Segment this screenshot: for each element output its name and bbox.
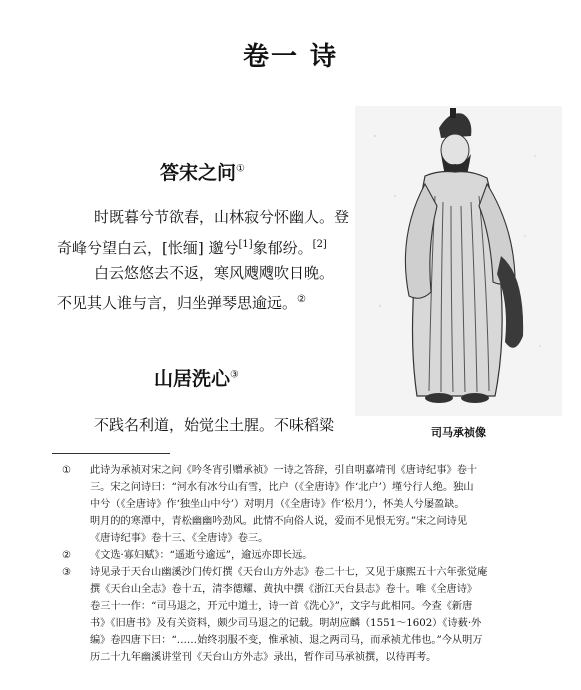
footnote-1 [62, 462, 552, 547]
footnote-2-line-1: 《文选·寡妇赋》：“遥逝兮逾远”，逾远亦即长远。 [90, 550, 313, 561]
poem1-line-1: 时既暮兮节欲春，山林寂兮怀幽人。登 [94, 208, 350, 226]
poem2-line-1: 不践名利道，始觉尘土腥。不味稻粱 [94, 416, 335, 434]
poem2-title-text: 山居洗心 [154, 368, 231, 390]
poem1-line-4 [57, 287, 306, 316]
footnote-1-line-5: 《唐诗纪事》卷十三、《全唐诗》卷三。 [90, 533, 269, 544]
poem1-line-2-note-2: [2] [312, 239, 327, 250]
footnote-3-line-2: 撰《天台山全志》卷十五，清李德耀、黄执中撰《浙江天台县志》卷十。唯《全唐诗》 [90, 584, 478, 595]
footnote-1-number: ① [62, 465, 72, 476]
footnote-3-number: ③ [62, 567, 72, 578]
footnote-2-number: ② [62, 550, 72, 561]
poem2-title [154, 364, 239, 391]
footnote-1-line-3: 中兮（《全唐诗》作‘独坐山中兮’）对明月（《全唐诗》作‘松月’），怀美人兮屡盈缺。 [90, 499, 465, 510]
chapter-title: 卷一 诗 [242, 42, 339, 72]
footnotes [62, 462, 552, 666]
footnote-1-line-2: 三。宋之问诗曰：“河水有冰兮山有雪，比户（《全唐诗》作‘北户’）墐兮行人绝。独山 [90, 482, 474, 493]
poem1-title-text: 答宋之问 [160, 162, 237, 184]
poem1-line-2-text: 奇峰兮望白云，[怅缅] 邈兮 [57, 239, 239, 257]
footnote-3-line-4: 书》《旧唐书》及有关资料，颇少司马退之的记载。明胡应麟（1551～1602）《诗薮·外 [90, 618, 482, 629]
footnote-3-line-5: 编》卷四唐下曰：“……始终羽服不变，惟承祯、退之两司马，而承祯尤伟也。”今从明万 [90, 635, 483, 646]
footnote-3-line-3: 卷三十一作：“司马退之，开元中道士，诗一首《洗心》”，文字与此相同。今查《新唐 [90, 601, 473, 612]
footnote-3 [62, 564, 552, 666]
poem1-line-4-note: ② [297, 294, 306, 305]
poem1-line-2-note-1: [1] [238, 239, 253, 250]
portrait-image [355, 106, 562, 416]
footnote-divider [52, 453, 170, 454]
poem1-title-footnote-mark: ① [236, 163, 245, 175]
poem2-title-footnote-mark: ③ [230, 369, 239, 381]
footnote-1-line-1: 此诗为承祯对宋之问《吟冬宵引赠承祯》一诗之答辞，引自明嘉靖刊《唐诗纪事》卷十 [90, 465, 478, 476]
footnote-3-line-1: 诗见录于天台山幽溪沙门传灯撰《天台山方外志》卷二十七，又见于康熙五十六年张觉庵 [90, 567, 488, 578]
poem1-line-4-text: 不见其人谁与言，归坐弹琴思逾远。 [57, 294, 298, 312]
poem1-line-3: 白云悠悠去不返，寒风飕飕吹日晚。 [94, 264, 335, 282]
portrait-caption: 司马承祯像 [431, 426, 486, 439]
footnote-3-line-6: 历二十九年幽溪讲堂刊《天台山方外志》录出，暂作司马承祯撰，以待再考。 [90, 652, 437, 663]
poem1-line-2 [57, 232, 327, 261]
footnote-2 [62, 547, 552, 564]
poem1-line-2-text2: 象郁纷。 [252, 239, 313, 257]
footnote-1-line-4: 明月的的寒潭中，青松幽幽吟劲风。此情不向俗人说，爱而不见恨无穷。”宋之问诗见 [90, 516, 468, 527]
portrait-drawing [355, 106, 562, 416]
poem1-title [160, 158, 245, 185]
